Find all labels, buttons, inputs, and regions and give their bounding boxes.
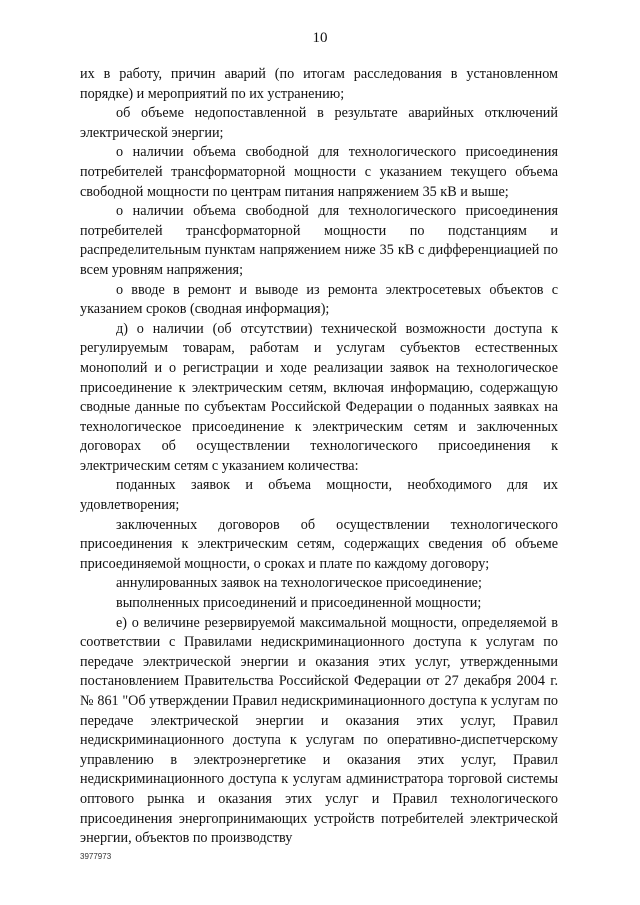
paragraph: об объеме недопоставленной в результате аварийных отключений электрической энергии;	[80, 105, 558, 141]
paragraph: заключенных договоров об осуществлении технологического присоединения к электрическим сетям, содержащих сведения об объеме присоединяемой мощности, о сроках и плате по каждому договору;	[80, 516, 558, 572]
document-body	[80, 65, 558, 849]
document-id: 3977973	[80, 852, 112, 861]
paragraph: о наличии объема свободной для технологического присоединения потребителей трансформаторной мощности по подстанциям и распределительным пунктам напряжением ниже 35 кВ с дифференциацией по всем уровням напряжения;	[80, 203, 558, 278]
paragraph: о наличии объема свободной для технологического присоединения потребителей трансформаторной мощности с указанием текущего объема свободной мощности по центрам питания напряжением 35 кВ и выше;	[80, 144, 558, 200]
paragraph-continued: их в работу, причин аварий (по итогам расследования в установленном порядке) и мероприятий по их устранению;	[80, 66, 558, 102]
paragraph: о вводе в ремонт и выводе из ремонта электросетевых объектов с указанием сроков (сводная информация);	[80, 281, 558, 318]
paragraph-item-e: е) о величине резервируемой максимальной мощности, определяемой в соответствии с Правилами недискриминационного доступа к услугам по передаче электрической энергии и оказания этих услуг, утвержденными постановлением Правительства Российской Федерации от 27 декабря 2004 г. № 861 "Об утверждении Правил недискриминационного доступа к услугам по передаче электрической энергии и оказания этих услуг, Правил недискриминационного доступа к услугам по оперативно-диспетчерскому управлению в электроэнергетике и оказания этих услуг, Правил недискриминационного доступа к услугам администратора торговой системы оптового рынка и оказания этих услуг и Правил технологического присоединения энергопринимающих устройств потребителей электрической энергии, объектов по производству	[80, 614, 558, 847]
page-number: 10	[312, 30, 328, 46]
paragraph: выполненных присоединений и присоединенной мощности;	[116, 595, 482, 612]
paragraph: поданных заявок и объема мощности, необходимого для их удовлетворения;	[80, 477, 558, 514]
paragraph: аннулированных заявок на технологическое присоединение;	[116, 575, 482, 592]
paragraph-item-d: д) о наличии (об отсутствии) технической возможности доступа к регулируемым товарам, работам и услугам субъектов естественных монополий и о регистрации и ходе реализации заявок на технологическое присоединение к электрическим сетям, включая информацию, содержащую сводные данные по субъектам Российской Федерации о поданных заявках на технологическое присоединение к электрическим сетям и заключенных договорах об осуществлении технологического присоединения к электрическим сетям с указанием количества:	[80, 320, 558, 474]
